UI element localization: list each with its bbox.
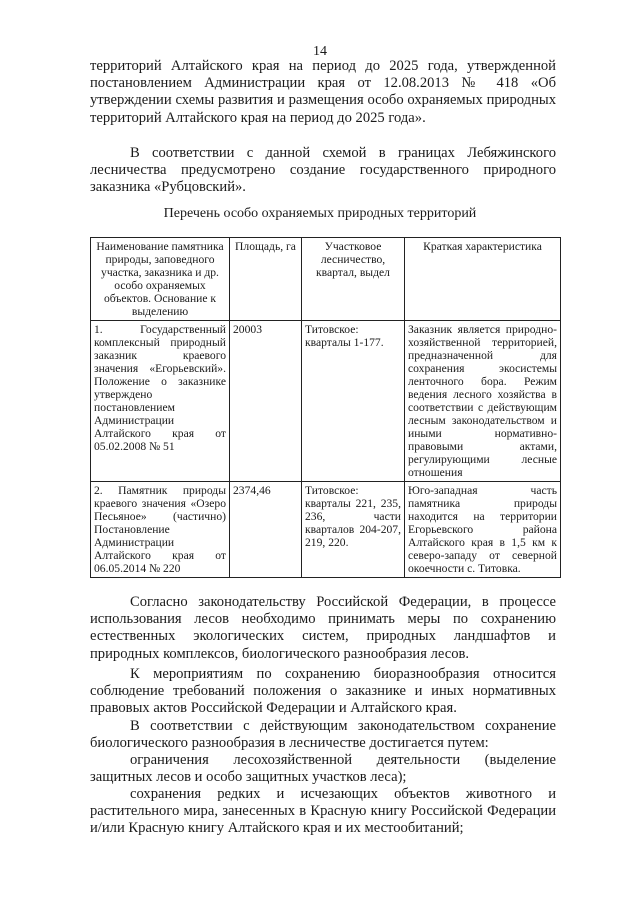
table-title: Перечень особо охраняемых природных территорий <box>163 206 477 221</box>
header-name: Наименование памятника природы, заповедного участка, заказника и др. особо охраняемых объектов. Основание к выделению <box>91 238 230 321</box>
table-row <box>91 482 561 578</box>
body-paragraph-4: ограничения лесохозяйственной деятельности (выделение защитных лесов и особо защитных участков леса); <box>90 752 556 786</box>
protected-areas-table <box>90 237 561 578</box>
body-paragraph-1: Согласно законодательству Российской Федерации, в процессе использования лесов необходимо принимать меры по сохранению естественных экологических систем, природных ландшафтов и природных комплексов, биологического разнообразия лесов. <box>90 594 556 662</box>
header-location: Участковое лесничество, квартал, выдел <box>302 238 405 321</box>
body-paragraph-5: сохранения редких и исчезающих объектов животного и растительного мира, занесенных в Красную книгу Российской Федерации и/или Красную книгу Алтайского края и их местообитаний; <box>90 786 556 837</box>
intro-paragraph-1: территорий Алтайского края на период до 2025 года, утвержденной постановлением Администрации края от 12.08.2013 № 418 «Об утверждении схемы развития и размещения особо охраняемых природных территорий Алтайского края на период до 2025 года». <box>90 58 556 126</box>
body-paragraph-2: К мероприятиям по сохранению биоразнообразия относится соблюдение требований положения о заказнике и иных нормативных правовых актов Российской Федерации и Алтайского края. <box>90 666 556 717</box>
header-area: Площадь, га <box>230 238 302 321</box>
row-area: 2374,46 <box>230 482 302 578</box>
row-location: Титовское: кварталы 1-177. <box>302 321 405 482</box>
row-area: 20003 <box>230 321 302 482</box>
page-number: 14 <box>313 44 327 59</box>
table-row <box>91 321 561 482</box>
body-paragraph-3: В соответствии с действующим законодательством сохранение биологического разнообразия в лесничестве достигается путем: <box>90 718 556 752</box>
row-description: Заказник является природно-хозяйственной территорией, предназначенной для сохранения экосистемы ленточного бора. Режим ведения лесного хозяйства в соответствии с действующим лесным законодательством и иными нормативно-правовыми актами, регулирующими лесные отношения <box>405 321 561 482</box>
intro-paragraph-2: В соответствии с данной схемой в границах Лебяжинского лесничества предусмотрено создание государственного природного заказника «Рубцовский». <box>90 145 556 196</box>
row-location: Титовское: кварталы 221, 235, 236, части кварталов 204-207, 219, 220. <box>302 482 405 578</box>
row-name: 1. Государственный комплексный природный заказник краевого значения «Егорьевский». Положение о заказнике утверждено постановлением Администрации Алтайского края от 05.02.2008 № 51 <box>91 321 230 482</box>
row-description: Юго-западная часть памятника природы находится на территории Егорьевского района Алтайского края в 1,5 км к северо-западу от северной окоечности с. Титовка. <box>405 482 561 578</box>
header-description: Краткая характеристика <box>405 238 561 321</box>
table-header-row <box>91 238 561 321</box>
row-name: 2. Памятник природы краевого значения «Озеро Песьяное» (частично) Постановление Администрации Алтайского края от 06.05.2014 № 220 <box>91 482 230 578</box>
